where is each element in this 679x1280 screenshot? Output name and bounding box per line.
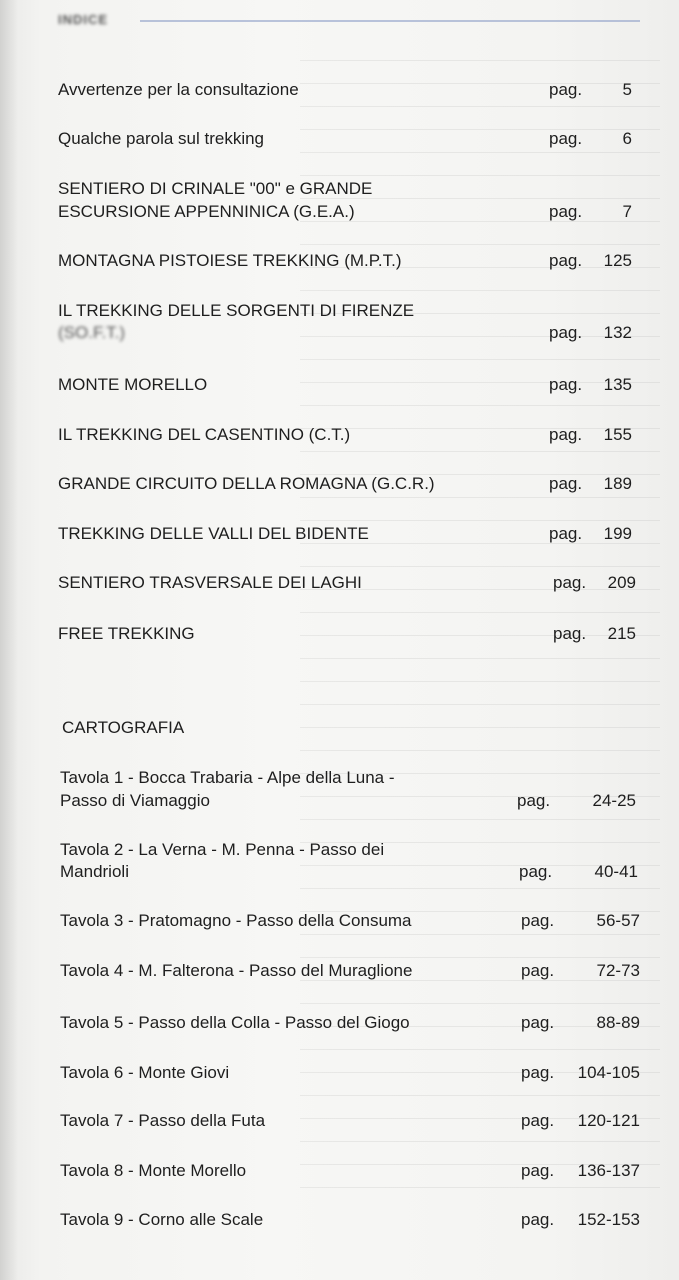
page-number: 104-105 (577, 1063, 640, 1082)
entry-title-line2: ESCURSIONE APPENNINICA (G.E.A.) (58, 202, 355, 221)
page-number: 24-25 (592, 791, 636, 810)
pag-label: pag. (521, 1161, 555, 1180)
entry-title: MONTE MORELLO (58, 375, 208, 394)
map-title: Tavola 9 - Corno alle Scale (60, 1210, 264, 1229)
pag-label: pag. (521, 1013, 555, 1032)
page-number: 88-89 (596, 1013, 640, 1032)
page-title: INDICE (58, 12, 109, 27)
pag-label: pag. (553, 624, 587, 643)
header-rule (140, 20, 640, 22)
pag-label: pag. (549, 202, 583, 221)
entry-title: Qualche parola sul trekking (58, 129, 265, 148)
map-title: Tavola 3 - Pratomagno - Passo della Consuma (60, 911, 412, 930)
entry-title: SENTIERO TRASVERSALE DEI LAGHI (58, 573, 362, 592)
page-number: 132 (603, 323, 632, 342)
pag-label: pag. (553, 573, 587, 592)
page-number: 5 (622, 80, 632, 99)
map-title: Tavola 7 - Passo della Futa (60, 1111, 266, 1130)
entry-title: Avvertenze per la consultazione (58, 80, 299, 99)
pag-label: pag. (521, 1210, 555, 1229)
pag-label: pag. (549, 474, 583, 493)
page-number: 199 (603, 524, 632, 543)
pag-label: pag. (549, 251, 583, 270)
pag-label: pag. (549, 323, 583, 342)
page-number: 7 (622, 202, 632, 221)
pag-label: pag. (549, 80, 583, 99)
pag-label: pag. (521, 1063, 555, 1082)
page-number: 6 (622, 129, 632, 148)
entry-title: TREKKING DELLE VALLI DEL BIDENTE (58, 524, 369, 543)
pag-label: pag. (549, 375, 583, 394)
pag-label: pag. (549, 129, 583, 148)
pag-label: pag. (549, 524, 583, 543)
entry-title: IL TREKKING DEL CASENTINO (C.T.) (58, 425, 351, 444)
entry-title: FREE TREKKING (58, 624, 195, 643)
entry-title: IL TREKKING DELLE SORGENTI DI FIRENZE (58, 301, 415, 320)
entry-title-line2: (SO.F.T.) (58, 323, 126, 342)
page-fold-shadow (0, 0, 18, 1280)
pag-label: pag. (519, 862, 553, 881)
map-title: Tavola 4 - M. Falterona - Passo del Muraglione (60, 961, 413, 980)
page-number: 120-121 (577, 1111, 640, 1130)
map-title: Tavola 6 - Monte Giovi (60, 1063, 230, 1082)
pag-label: pag. (521, 961, 555, 980)
map-title: Tavola 2 - La Verna - M. Penna - Passo dei (60, 840, 385, 859)
page-number: 209 (607, 573, 636, 592)
page-number: 152-153 (577, 1210, 640, 1229)
map-title: Tavola 1 - Bocca Trabaria - Alpe della Luna - (60, 768, 395, 787)
map-title-line2: Passo di Viamaggio (60, 791, 210, 810)
page-number: 189 (603, 474, 632, 493)
map-title-line2: Mandrioli (60, 862, 129, 881)
page-number: 40-41 (594, 862, 638, 881)
section-heading: CARTOGRAFIA (62, 718, 185, 737)
page-number: 136-137 (577, 1161, 640, 1180)
page-number: 155 (603, 425, 632, 444)
entry-title: GRANDE CIRCUITO DELLA ROMAGNA (G.C.R.) (58, 474, 435, 493)
map-title: Tavola 5 - Passo della Colla - Passo del Giogo (60, 1013, 410, 1032)
page-number: 56-57 (596, 911, 640, 930)
pag-label: pag. (521, 1111, 555, 1130)
page-number: 72-73 (596, 961, 640, 980)
entry-title: MONTAGNA PISTOIESE TREKKING (M.P.T.) (58, 251, 402, 270)
page-number: 215 (607, 624, 636, 643)
map-title: Tavola 8 - Monte Morello (60, 1161, 247, 1180)
page-number: 135 (603, 375, 632, 394)
pag-label: pag. (549, 425, 583, 444)
entry-title: SENTIERO DI CRINALE "00" e GRANDE (58, 179, 373, 198)
page-number: 125 (603, 251, 632, 270)
pag-label: pag. (517, 791, 551, 810)
pag-label: pag. (521, 911, 555, 930)
